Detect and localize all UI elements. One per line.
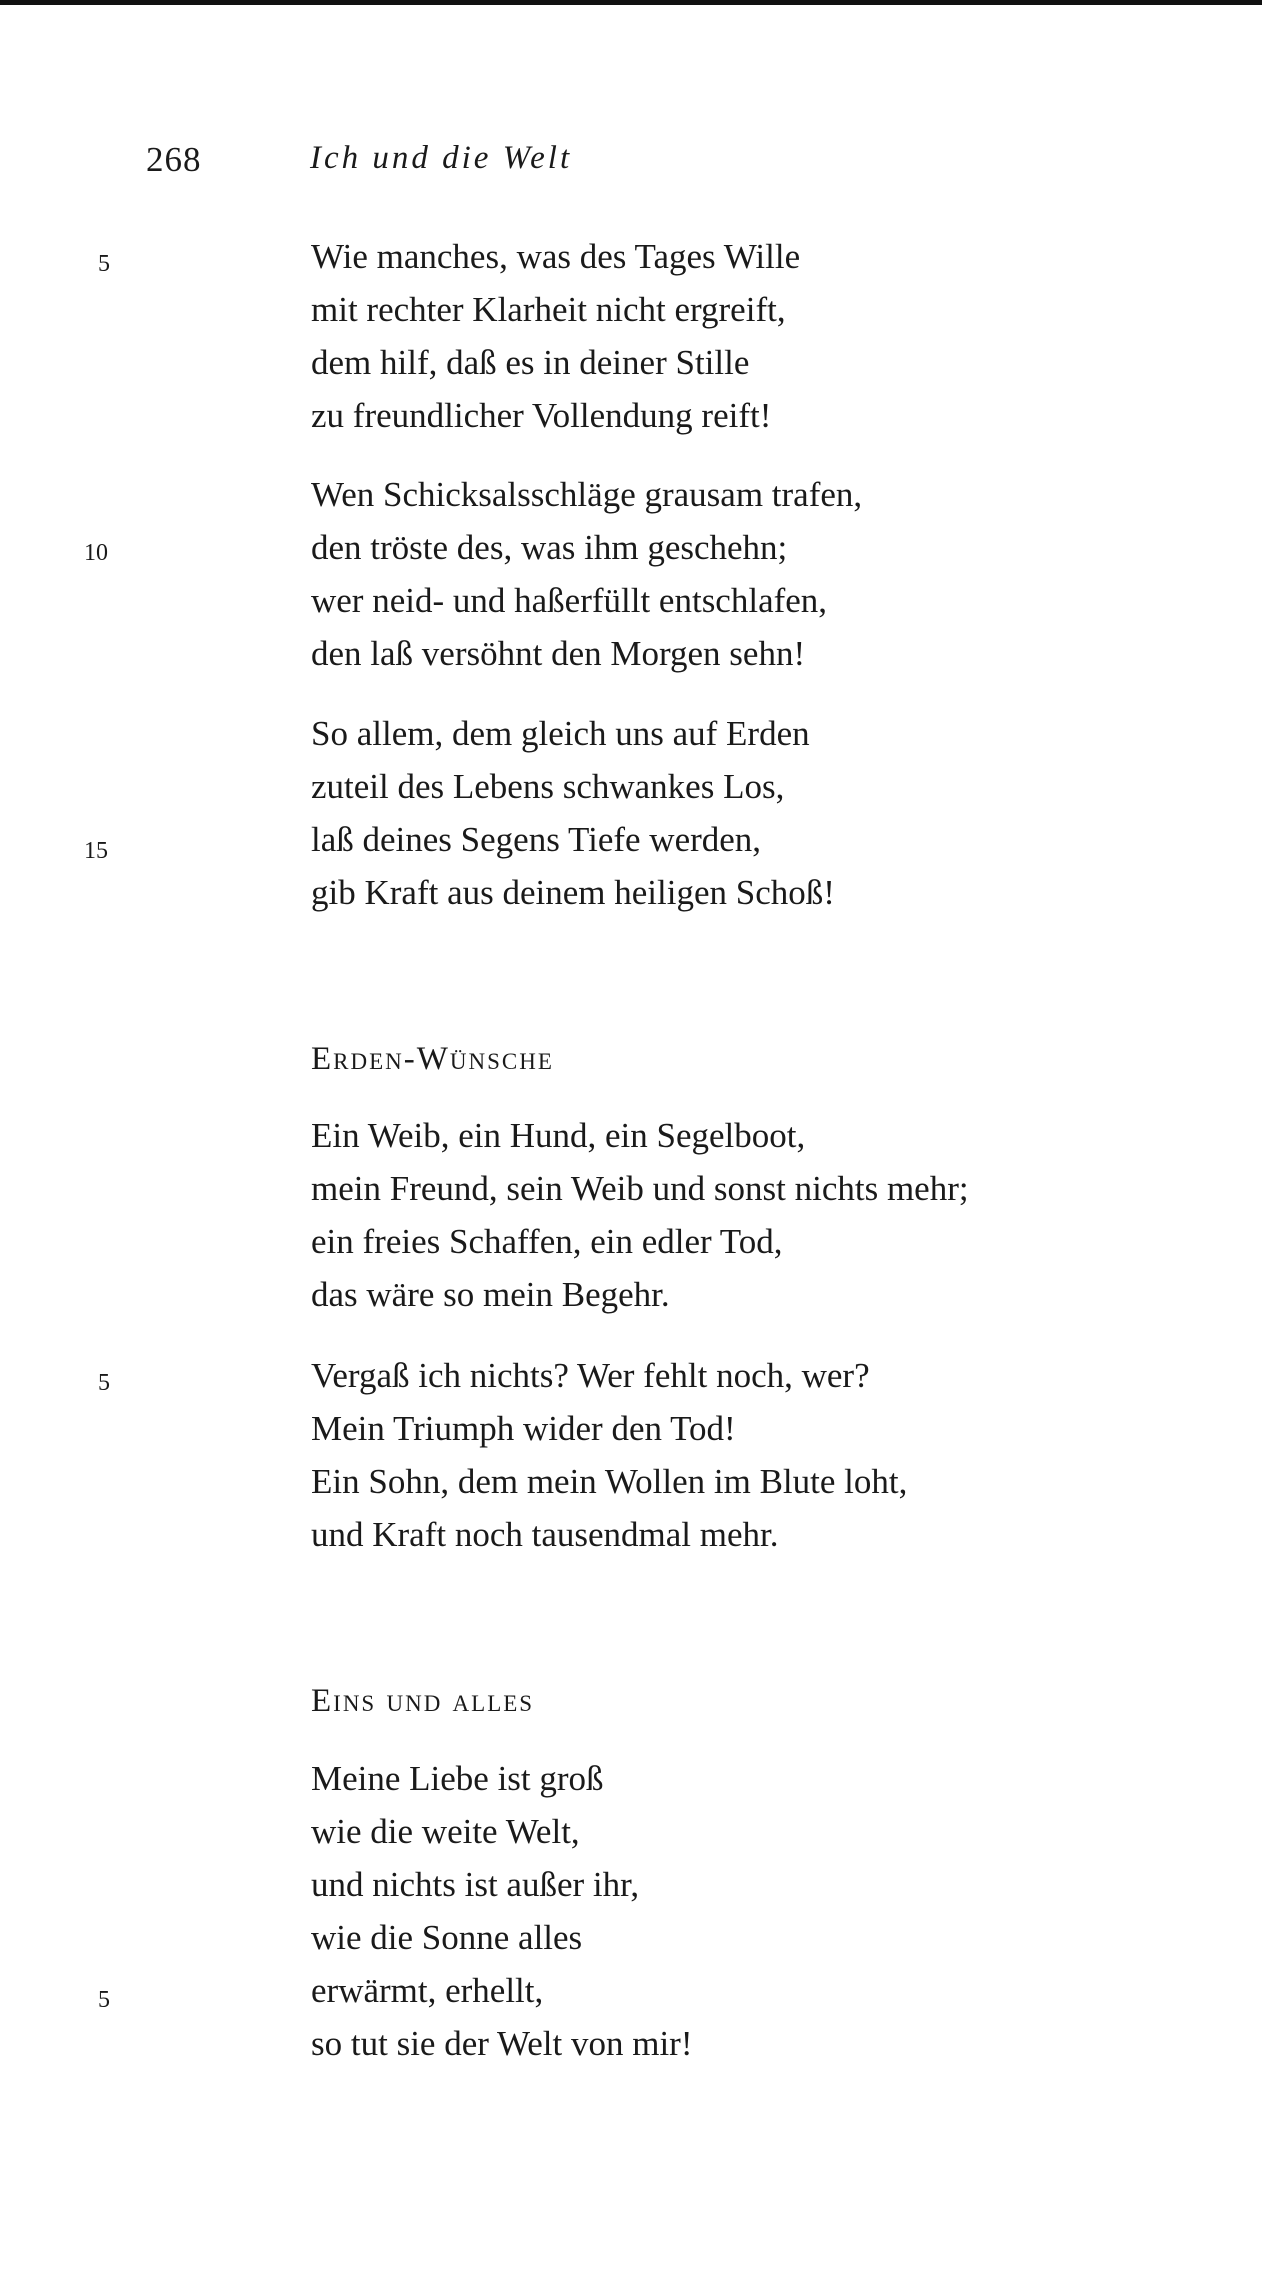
poem-line: Wie manches, was des Tages Wille <box>311 237 801 276</box>
poem-line: Wen Schicksalsschläge grausam trafen, <box>311 475 863 514</box>
poem-line: Ein Sohn, dem mein Wollen im Blute loht, <box>311 1462 908 1501</box>
poem-line: den laß versöhnt den Morgen sehn! <box>311 634 806 673</box>
line-number: 5 <box>98 1987 110 2013</box>
poem-line: zuteil des Lebens schwankes Los, <box>311 767 785 806</box>
poem-line: gib Kraft aus deinem heiligen Schoß! <box>311 873 835 912</box>
running-head <box>0 140 1262 190</box>
poem-line: und nichts ist außer ihr, <box>311 1865 640 1904</box>
poem-line: Ein Weib, ein Hund, ein Segelboot, <box>311 1116 806 1155</box>
poem-title: Eins und alles <box>311 1683 535 1719</box>
line-number: 15 <box>84 838 108 864</box>
poem-line: ein freies Schaffen, ein edler Tod, <box>311 1222 783 1261</box>
poem-line: und Kraft noch tausendmal mehr. <box>311 1515 779 1554</box>
poem-line: erwärmt, erhellt, <box>311 1971 544 2010</box>
line-number: 5 <box>98 251 110 277</box>
poem-line: wie die weite Welt, <box>311 1812 580 1851</box>
poem-line: den tröste des, was ihm geschehn; <box>311 528 788 567</box>
poem-line: So allem, dem gleich uns auf Erden <box>311 714 810 753</box>
poem-line: dem hilf, daß es in deiner Stille <box>311 343 750 382</box>
poem-line: zu freundlicher Vollendung reift! <box>311 396 772 435</box>
poem-line: Mein Triumph wider den Tod! <box>311 1409 736 1448</box>
poem-title: Erden-Wünsche <box>311 1041 554 1077</box>
poem-line: mein Freund, sein Weib und sonst nichts mehr; <box>311 1169 969 1208</box>
page-number: 268 <box>146 140 202 179</box>
poem-line: wie die Sonne alles <box>311 1918 583 1957</box>
poem-line: Vergaß ich nichts? Wer fehlt noch, wer? <box>311 1356 870 1395</box>
top-border-rule <box>0 0 1262 5</box>
poem-line: laß deines Segens Tiefe werden, <box>311 820 762 859</box>
poem-line: das wäre so mein Begehr. <box>311 1275 670 1314</box>
poem-line: so tut sie der Welt von mir! <box>311 2024 693 2063</box>
line-number: 10 <box>84 540 108 566</box>
line-number: 5 <box>98 1370 110 1396</box>
poem-line: wer neid- und haßerfüllt entschlafen, <box>311 581 828 620</box>
running-title: Ich und die Welt <box>310 140 573 176</box>
poem-line: Meine Liebe ist groß <box>311 1759 604 1798</box>
poem-line: mit rechter Klarheit nicht ergreift, <box>311 290 786 329</box>
